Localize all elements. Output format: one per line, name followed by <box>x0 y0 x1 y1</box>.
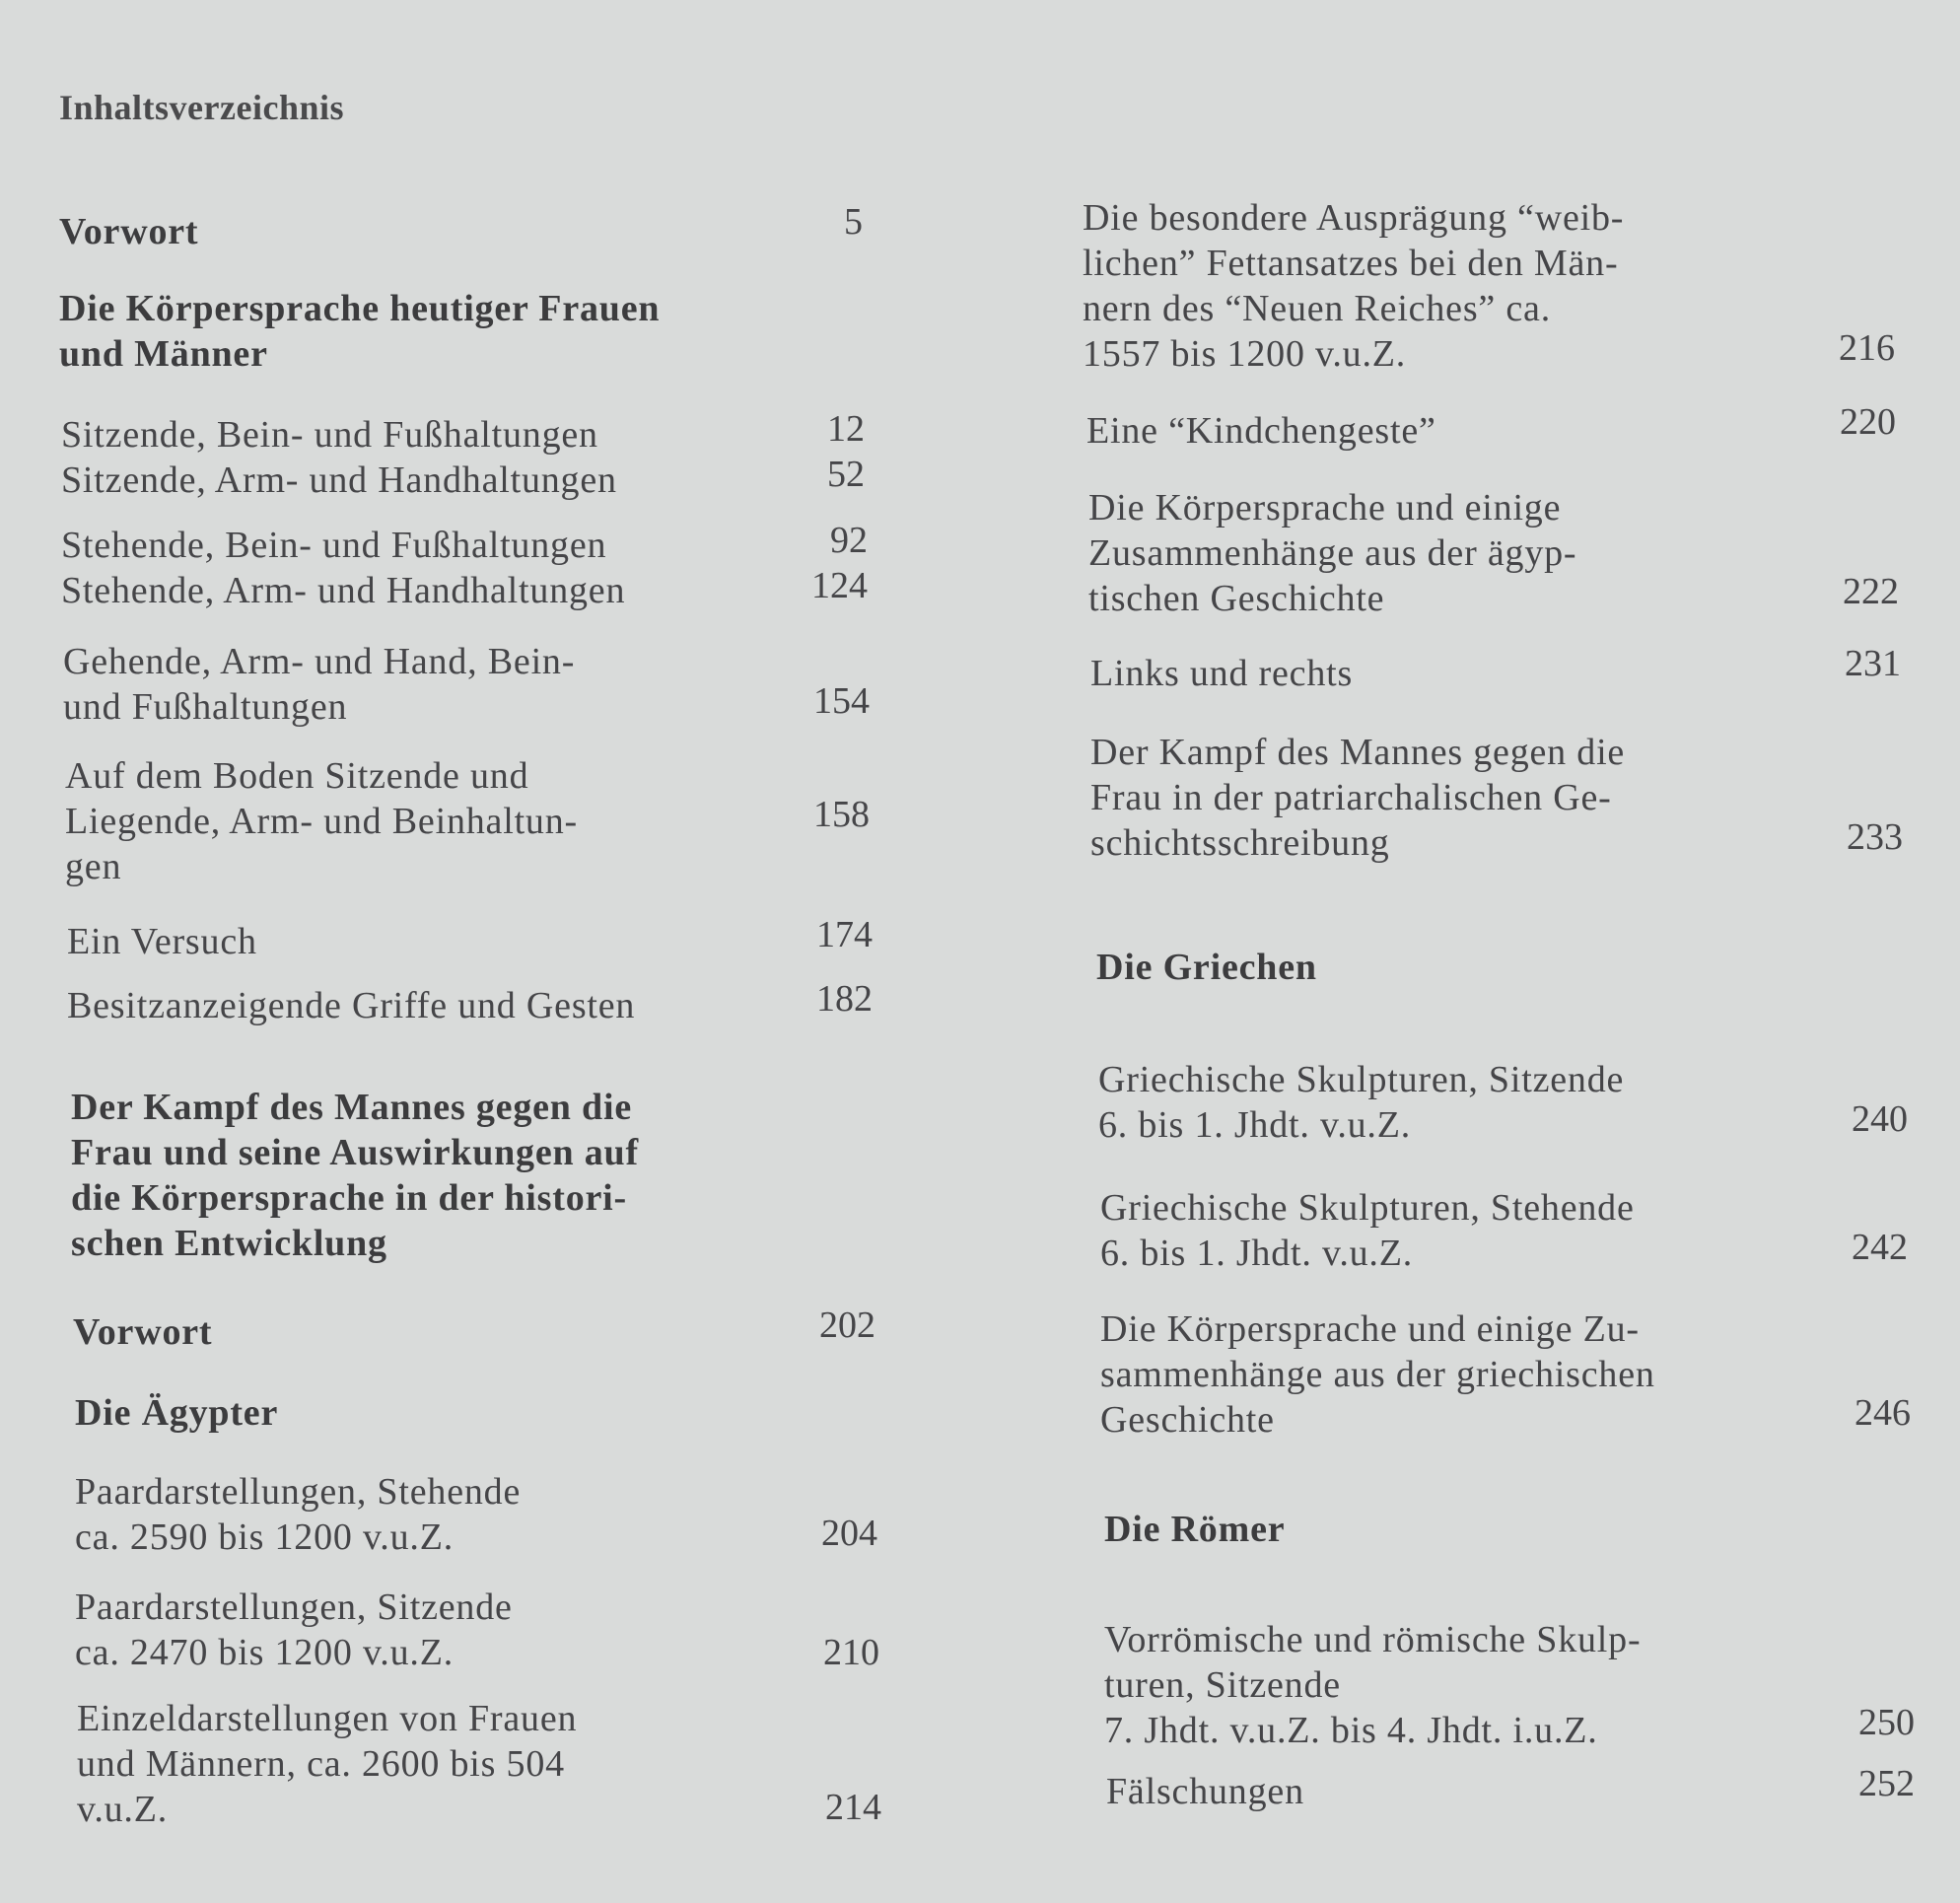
entry-label: Der Kampf des Mannes gegen die Frau in der patriarchalischen Ge- schichtsschreibung <box>1090 732 1626 864</box>
entry-label: Vorwort <box>73 1311 213 1353</box>
toc-entry[interactable] <box>77 1696 577 1832</box>
page-number: 220 <box>1840 401 1896 443</box>
entry-label: Auf dem Boden Sitzende und Liegende, Arm- und Beinhaltun- gen <box>65 755 578 887</box>
entry-label: Links und rechts <box>1090 653 1354 694</box>
toc-entry[interactable] <box>1090 730 1625 866</box>
entry-label: Sitzende, Arm- und Handhaltungen <box>61 459 617 501</box>
entry-label: Ein Versuch <box>67 921 257 962</box>
entry-label: Einzeldarstellungen von Frauen und Männern, ca. 2600 bis 504 v.u.Z. <box>77 1698 578 1830</box>
entry-label: Sitzende, Bein- und Fußhaltungen <box>61 414 598 456</box>
toc-entry[interactable] <box>75 1469 521 1560</box>
page-number: 158 <box>813 794 870 835</box>
toc-entry[interactable] <box>1098 1057 1624 1148</box>
page-number: 216 <box>1839 327 1895 369</box>
page-number: 210 <box>823 1632 879 1673</box>
entry-label: Gehende, Arm- und Hand, Bein- und Fußhaltungen <box>63 641 576 728</box>
page-number: 246 <box>1855 1392 1911 1434</box>
toc-entry[interactable] <box>1083 195 1624 377</box>
entry-label: Fälschungen <box>1106 1771 1304 1812</box>
entry-label: Paardarstellungen, Stehende ca. 2590 bis 1200 v.u.Z. <box>75 1471 522 1558</box>
entry-label: Die besondere Ausprägung “weib- lichen” Fettansatzes bei den Män- nern des “Neuen Reiches” ca. 1557 bis 1200 v.u.Z. <box>1083 197 1625 375</box>
toc-entry[interactable] <box>1086 408 1436 454</box>
toc-entry[interactable] <box>65 753 676 889</box>
toc-entry[interactable] <box>63 639 674 730</box>
toc-entry[interactable] <box>61 568 625 613</box>
section-heading: Die Ägypter <box>75 1392 279 1434</box>
page-number: 231 <box>1845 643 1901 684</box>
toc-entry[interactable] <box>67 983 635 1028</box>
entry-label: Paardarstellungen, Sitzende ca. 2470 bis 1200 v.u.Z. <box>75 1586 513 1673</box>
toc-entry[interactable] <box>1100 1306 1655 1443</box>
toc-entry-vorwort-2[interactable] <box>73 1309 212 1355</box>
page-number: 250 <box>1858 1702 1915 1743</box>
section-heading: Die Römer <box>1104 1509 1286 1550</box>
entry-label: Stehende, Bein- und Fußhaltungen <box>61 525 607 566</box>
toc-entry[interactable] <box>61 412 598 458</box>
entry-label: Griechische Skulpturen, Stehende 6. bis 1. Jhdt. v.u.Z. <box>1100 1187 1635 1274</box>
entry-label: Griechische Skulpturen, Sitzende 6. bis 1. Jhdt. v.u.Z. <box>1098 1059 1625 1146</box>
toc-entry[interactable] <box>61 523 606 568</box>
page-number: 242 <box>1852 1227 1908 1268</box>
page-number: 202 <box>819 1304 875 1346</box>
page-number: 233 <box>1847 816 1903 858</box>
page-number: 92 <box>830 520 868 561</box>
page-number: 222 <box>1843 571 1899 612</box>
page-number: 124 <box>811 565 868 606</box>
entry-label: Besitzanzeigende Griffe und Gesten <box>67 985 636 1026</box>
toc-entry[interactable] <box>61 458 617 503</box>
toc-entry[interactable] <box>75 1585 513 1675</box>
toc-entry[interactable] <box>1100 1185 1635 1276</box>
page-number: 5 <box>844 201 863 243</box>
page-number: 12 <box>827 408 865 450</box>
page-number: 214 <box>825 1787 881 1828</box>
page-number: 252 <box>1858 1763 1915 1804</box>
page-title: Inhaltsverzeichnis <box>59 88 345 127</box>
toc-entry-vorwort[interactable] <box>59 209 198 254</box>
section-heading: Die Griechen <box>1096 947 1317 988</box>
page-number: 204 <box>821 1513 877 1554</box>
page-number: 240 <box>1852 1098 1908 1140</box>
entry-label: Stehende, Arm- und Handhaltungen <box>61 570 626 611</box>
toc-entry[interactable] <box>1090 651 1353 696</box>
entry-label: Die Körpersprache und einige Zu- sammenhänge aus der griechischen Geschichte <box>1100 1308 1655 1441</box>
part-heading: Die Körpersprache heutiger Frauen und Männer <box>59 288 661 375</box>
page-number: 154 <box>813 680 870 722</box>
part-heading: Der Kampf des Mannes gegen die Frau und seine Auswirkungen auf die Körpersprache in der histori- schen Entwicklung <box>71 1087 639 1264</box>
toc-entry[interactable] <box>1104 1617 1641 1753</box>
entry-label: Die Körpersprache und einige Zusammenhänge aus der ägyp- tischen Geschichte <box>1088 487 1577 619</box>
entry-label: Vorrömische und römische Skulp- turen, Sitzende 7. Jhdt. v.u.Z. bis 4. Jhdt. i.u.Z. <box>1104 1619 1642 1751</box>
toc-entry[interactable] <box>67 919 257 964</box>
page-number: 52 <box>827 454 865 495</box>
toc-entry[interactable] <box>1088 485 1576 621</box>
page-number: 174 <box>816 914 873 955</box>
entry-label: Vorwort <box>59 211 199 252</box>
entry-label: Eine “Kindchengeste” <box>1086 410 1436 452</box>
toc-entry[interactable] <box>1106 1769 1304 1814</box>
page-number: 182 <box>816 978 873 1020</box>
